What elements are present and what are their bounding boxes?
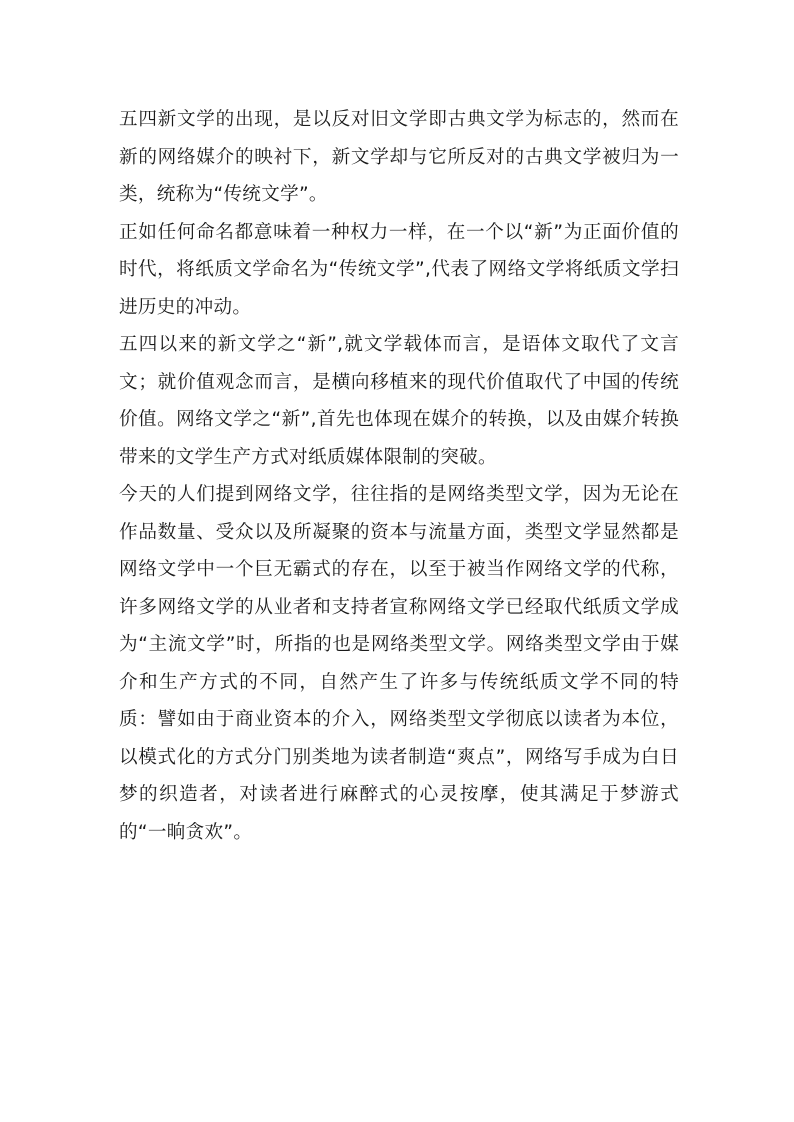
paragraph-2: 正如任何命名都意味着一种权力一样，在一个以“新”为正面价值的时代，将纸质文学命名为“传统文学”,代表了网络文学将纸质文学扫进历史的冲动。 — [119, 221, 679, 318]
paragraph-1: 五四新文学的出现，是以反对旧文学即古典文学为标志的，然而在新的网络媒介的映衬下，新文学却与它所反对的古典文学被归为一类，统称为“传统文学”。 — [119, 109, 679, 205]
paragraph-4: 今天的人们提到网络文学，往往指的是网络类型文学，因为无论在作品数量、受众以及所凝聚的资本与流量方面，类型文学显然都是网络文学中一个巨无霸式的存在，以至于被当作网络文学的代称，许多网络文学的从业者和支持者宣称网络文学已经取代纸质文学成为“主流文学”时，所指的也是网络类型文学。网络类型文学由于媒介和生产方式的不同，自然产生了许多与传统纸质文学不同的特质：譬如由于商业资本的介入，网络类型文学彻底以读者为本位，以模式化的方式分门别类地为读者制造“爽点”，网络写手成为白日梦的织造者，对读者进行麻醉式的心灵按摩，使其满足于梦游式的“一晌贪欢”。 — [119, 484, 679, 843]
paragraph-3: 五四以来的新文学之“新”,就文学载体而言，是语体文取代了文言文；就价值观念而言，是横向移植来的现代价值取代了中国的传统价值。网络文学之“新”,首先也体现在媒介的转换，以及由媒介转换带来的文学生产方式对纸质媒体限制的突破。 — [119, 334, 679, 468]
document-body — [119, 101, 679, 851]
